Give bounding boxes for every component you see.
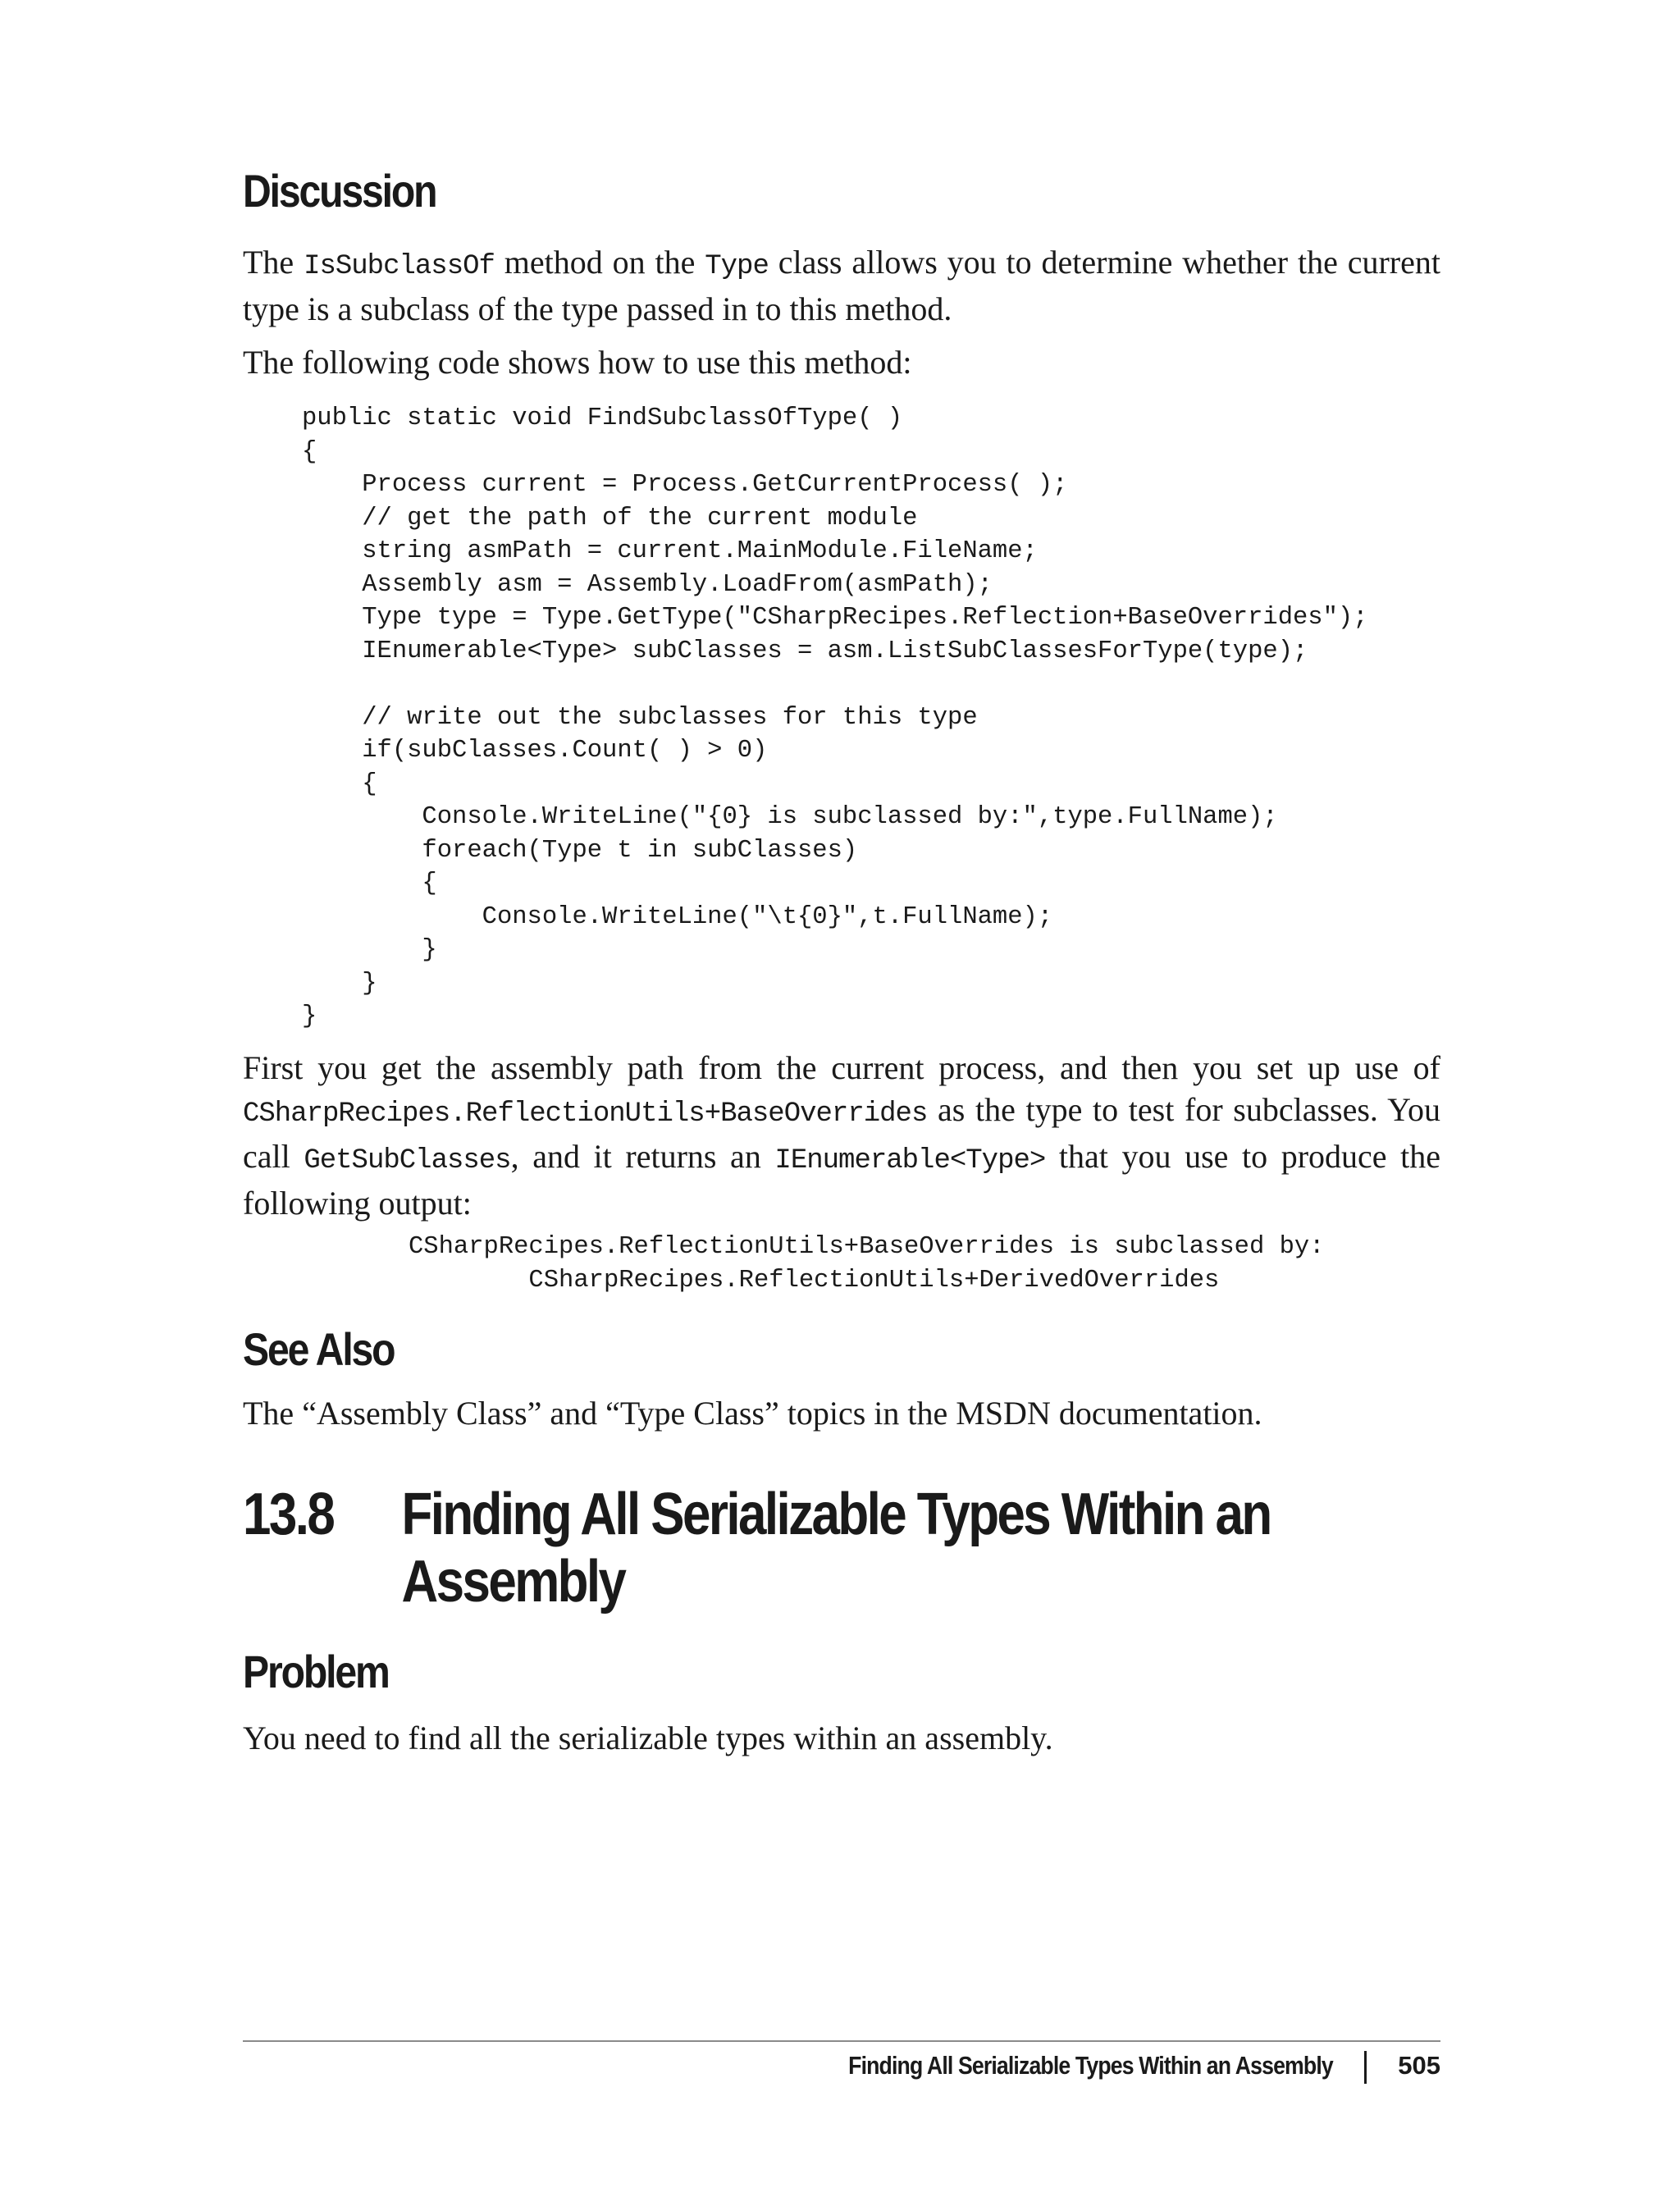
code-line: // write out the subclasses for this type — [302, 703, 978, 732]
code-line: } — [302, 1003, 317, 1030]
discussion-paragraph-1: The IsSubclassOf method on the Type class allows you to determine whether the current type is a subclass of the type passed in to this method. — [243, 244, 1440, 327]
section-title-line-2: Assembly — [401, 1549, 625, 1615]
page-number: 505 — [1398, 2051, 1440, 2080]
inline-code-getsubclasses: GetSubClasses — [304, 1145, 511, 1176]
code-line: Type type = Type.GetType("CSharpRecipes.Reflection+BaseOverrides"); — [302, 604, 1368, 632]
output-line: CSharpRecipes.ReflectionUtils+DerivedOverrides — [409, 1266, 1220, 1295]
code-line: } — [302, 936, 437, 964]
running-title: Finding All Serializable Types Within an Assembly — [848, 2051, 1334, 2080]
see-also-heading: See Also — [243, 1323, 395, 1375]
code-line: Process current = Process.GetCurrentProcess( ); — [302, 471, 1068, 499]
discussion-paragraph-3: First you get the assembly path from the current process, and then you set up use of CSharpRecipes.ReflectionUtils+BaseOverrides as the type to test for subclasses. You call GetSubClasses, and it returns an IEnumerable<Type> that you use to produce the following output: — [243, 1049, 1441, 1222]
footer-separator — [1364, 2051, 1367, 2084]
code-line: { — [302, 870, 437, 897]
code-line: foreach(Type t in subClasses) — [302, 836, 858, 865]
inline-code-baseoverrides: CSharpRecipes.ReflectionUtils+BaseOverrides — [243, 1098, 928, 1130]
code-line: Console.WriteLine("{0} is subclassed by:",type.FullName); — [302, 803, 1278, 831]
code-line: { — [302, 770, 377, 798]
output-line: CSharpRecipes.ReflectionUtils+BaseOverrides is subclassed by: — [409, 1233, 1325, 1261]
footer-rule — [243, 2040, 1440, 2042]
code-line: Console.WriteLine("\t{0}",t.FullName); — [302, 902, 1053, 931]
problem-heading: Problem — [243, 1646, 389, 1697]
code-line: { — [302, 437, 317, 466]
section-title-line-1: Finding All Serializable Types Within an — [401, 1482, 1271, 1547]
code-line: Assembly asm = Assembly.LoadFrom(asmPath); — [302, 570, 993, 599]
inline-code-type: Type — [705, 251, 769, 282]
discussion-heading: Discussion — [243, 165, 436, 217]
code-line: IEnumerable<Type> subClasses = asm.ListSubClassesForType(type); — [302, 637, 1308, 665]
see-also-text: The “Assembly Class” and “Type Class” topics in the MSDN documentation. — [243, 1395, 1262, 1432]
code-line: public static void FindSubclassOfType( ) — [302, 404, 903, 432]
code-line: string asmPath = current.MainModule.FileName; — [302, 537, 1038, 565]
problem-text: You need to find all the serializable types within an assembly. — [243, 1720, 1053, 1756]
code-listing — [302, 402, 1368, 1034]
code-line: if(subClasses.Count( ) > 0) — [302, 737, 768, 765]
code-line: } — [302, 969, 377, 998]
output-listing — [409, 1231, 1324, 1297]
inline-code-ienumerable: IEnumerable<Type> — [774, 1145, 1046, 1176]
section-title — [243, 1481, 1271, 1615]
inline-code-issubclassof: IsSubclassOf — [304, 251, 495, 282]
code-line: // get the path of the current module — [302, 504, 918, 532]
running-footer — [769, 2051, 1440, 2084]
discussion-paragraph-2: The following code shows how to use this method: — [243, 344, 912, 381]
section-number: 13.8 — [243, 1482, 334, 1547]
